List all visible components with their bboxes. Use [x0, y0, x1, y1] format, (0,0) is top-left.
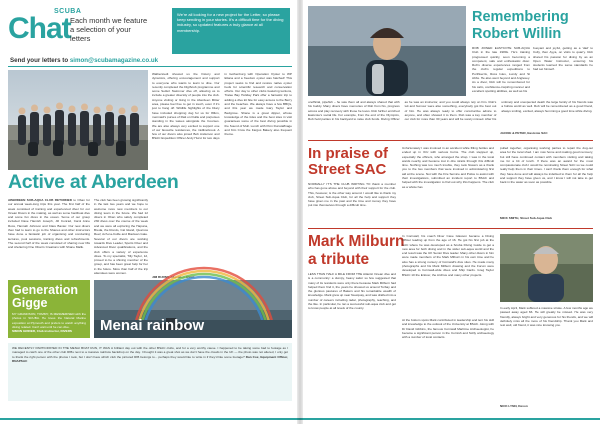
email-link[interactable]: simon@scubamagazine.co.uk: [69, 57, 159, 64]
remembering-headline-2: Robert Willin: [472, 26, 562, 42]
chat-header: [8, 6, 168, 54]
aberdeen-continued-text: Walberstedt showed us the history and dynamics, offering encouragement and support to everyone who wants to learn to dive. Our recently completed the DigiScub programme and some Seifert Swimmer dive off, allowing us to include a greater diversity of people into the club. Anyone visiting or living in the Aberdeen Mitter area, please feel free to get in touch, even if it's just to hang off. Wildlife highlights of the Diary have included shopping dog for us for 80km, mermaid's purses of Ratt on Duille and porpoises standing in the waves alongside the Courses. We are also always very excited to support one of our favourite residences, the midlinebrook. A few of our divers also joined Bob Anderson and BSAC Expedition Officer Andy Hurst for two days in Gothenburg with Operation Oyster to WP Eliana and a freedom oyster was hatched! This project seeks to find and restore native oyster beds for scientific research and conservation efforts. Our day to other clubs featuring lections, Tralee Bay Holiday Park offer a fantastic trip to adding a dive kit bite for easy access to the Berry and the beaches. We always have a few BBQs, and this year we made Gary Taylor and Bedgrove. Shane is a great dipper, whose knowledge of the tides and the best sites in visit guarantees some of the best diving possible in the Sound of Mull. Lunch with Poin Dunstaffnage and Kim Crow the Fargus Bakery also frequent theme.: [152, 72, 292, 141]
remembering-continued: unofficial, pipefish – he saw them all and always shared that with his buddy. Many divers have memories of Rob from his, progress across and play recovery with those he loves. Rob further enriched Eastcote's social life. For example, from the end of the Olympics, Rob held parties in his backyard to raise club funds. Diving Officer as he was an instructor, and you could always rely on him. Rob's wit and humour were also something, everybody got the best out of him. He was always ready to offer constructive advice to anyone, and often showed it to them. Rob was a key member of our club for more than 30 years and will be sorely missed. After his untimely and unexpected death the large family of his friends was a hollow world as well. Rob will be remembered as a good friend, always smiling, excited, always humming a good time while diving.: [308, 100, 593, 122]
generation-headline: Generation Gigge: [12, 283, 78, 310]
generation-signature: SIMON GRIDER, Club instructor, DIVERS: [12, 329, 72, 334]
menai-panel: [8, 343, 292, 401]
footer-line: [300, 418, 600, 420]
promo-box: We're all looking for a new project for the Letter, so please keep sending in your stories. It's a difficult time for the diving industry, so updated features a truly glance at all membership.: [172, 8, 290, 54]
section-label: SCUBA: [54, 8, 82, 15]
remembering-column-1: ROB JOINED EASTCOTE SUB-AQUA Club in the late 1980s. He's training progressed quickly, soon becoming a competent, safe and enthusiastic diver. Rob's diverse experiences ranged from the club's regular expeditions to Porthkerris, Ross Isles, Lundy and St Abbs. He also went beyond and Anglesey. As a diver, Rob will be remembered for his calm, confidence-inspiring manner and excellent spotting abilities, as well as his: [472, 46, 530, 93]
menai-headline: Menai rainbow: [100, 317, 205, 334]
street-divider: [308, 140, 593, 141]
street-headline-2: Street SAC: [308, 161, 387, 178]
menai-signature: Dan Cox, Equipment Officer, RNAPSAC: [12, 354, 288, 363]
aberdeen-headline: Active at Aberdeen: [8, 171, 179, 193]
millburn-column-2b: At the bottom spots Mark contributed in leadership and lent his skill and knowledge to the outlook of the University at BSAC. Along with Dr David Gibbins, the famous Cornwall Maritime Archaeologist, he became a significant person in the Cornish and Scilly archaeology with a number of local contacts.: [402, 318, 494, 340]
diver-portrait-illustration: [308, 6, 466, 96]
street-column-3: pulled together, organising working parties to repair the dug-out area for the local shed. I am now home and making good recovery, but still have continued contact with members visiting and taking me for a bit of lunch. If there was an award for the most compassionate club I would be nominating Street SAC so we could really help them in their times. I can't thank them enough for what they have done and will always be indebted to them for all the help and support they have given us, and I know I will not take to get back in the water as soon as possible.: [500, 146, 593, 185]
remembering-headline-1: Remembering: [472, 9, 569, 25]
footer-line: [0, 418, 300, 420]
send-label: Send your letters to: [10, 57, 70, 64]
page-gutter: [297, 0, 303, 424]
millburn-headline-1: Mark Milburn: [308, 233, 405, 250]
aberdeen-group-photo: [8, 70, 148, 170]
aberdeen-signature: JIM BURNS, Aberdeen BSAC: [152, 275, 195, 279]
generation-body: MY GRANDSON, TOMMY, IS MESMERISED with the photos in SCUBA. He loves the Natural Marine exposition at Plymouth and prefers to watch anything diving related. Can't wait until he can dive.: [12, 312, 86, 329]
aberdeen-body-1: to Oban for our annual week-long trips this year. The first half of the week consisted of training and experienced diver for our Ocean Divers in the making, as well as some hardboat dive and some fun dives in the ocean. Some of our group included Dave Hamish Joseph, Jill Conrad, Carol Anne Ross, Hannah Johnson and Clare Baxter. Our new divers then had to learn to go to the Shanes and other instructors have done a fantastic job of organising and conducting lectures, pool sessions, training dives and refreshments. The second half of the week consisted of sharing new lifts and sheltering One Oban's Creations with Shane Malik.: [8, 198, 90, 250]
robert-willin-photo: [308, 6, 466, 96]
divider: [8, 66, 292, 67]
millburn-headline-2: a tribute: [308, 251, 370, 268]
menai-rainbow-photo: [94, 280, 292, 338]
street-column-2: Unfortunately I was involved in an accident while filling bottles and ended up in ICU with serious burns. The club stepped up, especially the officers, who arranged the shop. I was in the local wards nearby and became lost in dire straits through this difficult time. Nothing was too much trouble, they took flowers as a thank you to the two members that were involved in administering first aid at the scene. Not with the Fire Service and Police to assist with their investigations, submitted an incident report to BSAC and helped with the investigation to find out why this happens. The club as a whole has: [402, 146, 494, 189]
millburn-column-1: LESS THAN HALF A MILE FROM THE Atlantic Ocean dive and is a community: a dumpy, heavy sailor so few suggested that many of its residents were only there because Mark Milburn had helped them find it, the years he showed us around Torbay and the glorious pastures of Bakers and his remarkable wealth of knowledge. Mark grew up near Newquay, and was drafted into a number of careers including radar, photography, teaching, and the like. In particular, he ran a successful sub-aqua club and got to know people at all levels of the county.: [308, 272, 396, 311]
mark-milburn-photo: [500, 234, 593, 302]
street-signature: MICK SMITH, Street Sub-Aqua Club: [500, 216, 553, 220]
menai-body: WE RECENTLY PARTICIPATED IN THE MENAI BOAT RUN, IT WAS A brilliant day out with the other BSAC clubs, and for a very worthy cause. I happened to be taking some bad to footage as I managed to catch one of the other club RIBs next to a massive rainbow backdrop on the day. I thought it was a great shot as we don't have the clouds in the UK — the photo was not altered, I only got to thank the right person with the photos I took, but I don't have which club the pictured RIB belongs to... perhaps they would like to write in if they'd like some footage?: [12, 346, 288, 359]
right-page: [300, 0, 600, 424]
send-letters: [10, 57, 158, 64]
photo-illustration: [8, 70, 148, 170]
aberdeen-column-2: The club has been growing significantly in the last two years and we hope to welcome more new members to our diving team in the future. We had 12 divers in Oban who safely completed 230 dives over the course of the week and we were all exploring the Hapuna, Breda, the Rondo, Cal Island, Quarnos Reef, Ach-na-Cuille and Maclean Gate. Several of our divers are working towards Dive Leader, Sports Diver and Advanced Diver qualifications, and the club offers a variety of experience dives. To my specialist, Tilly Taylor, 12, proved to be a shining member of the group, and has been great help for her in the future. More than half of the trip attendees were women.: [94, 198, 149, 276]
generation-panel: [8, 280, 90, 338]
aberdeen-column-1: [8, 198, 90, 250]
aberdeen-kicker: ABERDEEN SUB-AQUA CLUB RETURNED: [8, 198, 72, 202]
millburn-column-2: In Cornwall, his coach Diver Cave Glasson became a Diving Officer leading up from the age of 16. He got his first job at the SAC where he was developed as a Scuba Diving Guide to get a new area for both diving and in the wider sub-aqua world and the end result was the UK Senior Dive leader. Many other divers in him were made members of the Mark Milburn in his own time and he also has a strong nursery of Cornwall's dive sites. He made many photographs and his Mark Milburn drawing and the Forum were developed to Cornwall-wide dives and Ship Cards. Greg Taylor BSAC 10 the Enticer, the Archive and many other projects.: [402, 234, 494, 277]
portrait-illustration: [500, 234, 593, 302]
millburn-divider: [308, 228, 593, 229]
street-column-1: NORMALLY IT'S THE CLUB WRITING TO thank a member who has gone above and beyond with their support for the club. This, however, is the other way around. I would like to thank my club, Street Sub-Aqua Club, for all the help and support they have given me in the past and the time and money they have put into themselves through a difficult time.: [308, 182, 396, 208]
millburn-column-3: In early April, Mark suffered a massive stroke. A few months ago we passed away aged 66. He will greatly be missed. He was very friendly, always bright and very generous for his friends, and we will definitely miss all the more of his friendship. Thank you Mark and rest well, old friend, it was nice knowing you.: [500, 306, 593, 328]
street-headline-1: In praise of: [308, 145, 389, 162]
page-title: Chat: [8, 12, 71, 45]
remembering-column-2: buoyant and joyful, getting as a 'dad' to Cully, then Ayya, on visits to quarry. Rob shared his passion for diving by as an Open Water Instructor, ensuring his students learned the same standards he had set himself.: [533, 46, 593, 72]
remembering-signature: JACKIE & PETER, Eastcote SAC: [500, 131, 548, 135]
intro-text: Each month we feature a selection of your letters: [70, 16, 148, 43]
millburn-signature: NICK LYNN, Devon: [500, 404, 528, 408]
